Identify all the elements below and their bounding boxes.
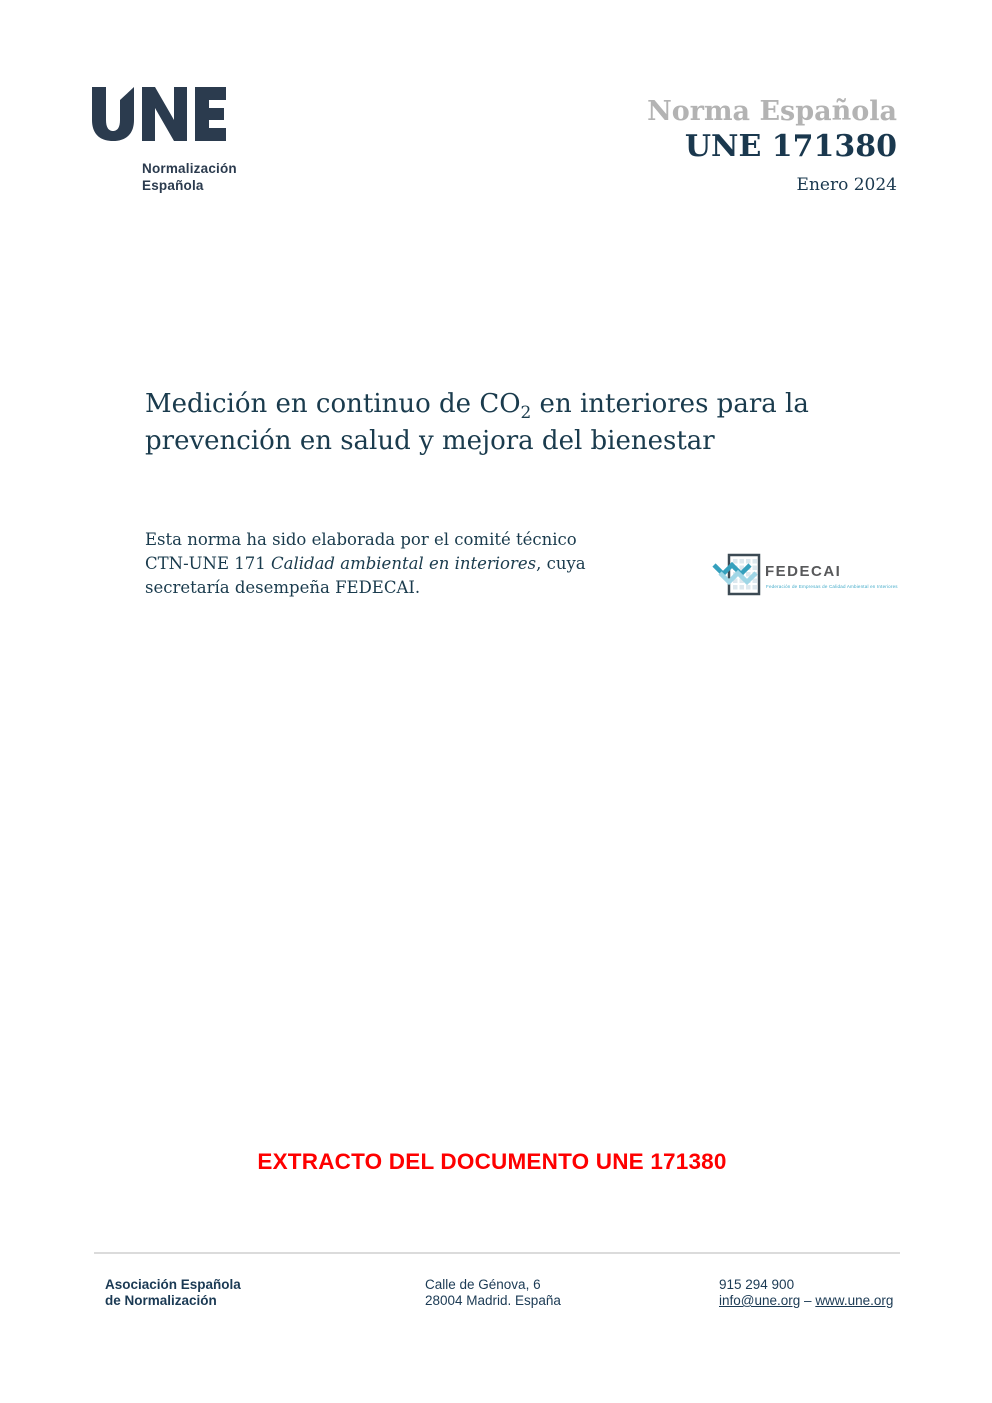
fedecai-name: FEDECAI [765,563,842,580]
footer-links-separator: – [804,1293,812,1308]
document-code: UNE 171380 [684,129,897,164]
footer-organization [105,1277,241,1309]
document-date: Enero 2024 [796,175,897,195]
fedecai-tagline: Federación de Empresas de Calidad Ambiental en Interiores [766,584,898,589]
une-logo-subtitle [142,160,237,194]
footer-links [719,1293,893,1309]
footer-address-line2: 28004 Madrid. España [425,1293,561,1308]
document-title-line2: prevención en salud y mejora del bienestar [145,426,715,456]
committee-paragraph-line1: Esta norma ha sido elaborada por el comité técnico [145,530,577,549]
footer-contact [719,1277,893,1309]
fedecai-building-waves-icon [712,552,762,598]
footer-org-line2: de Normalización [105,1293,217,1308]
footer-divider [94,1252,900,1254]
une-logo-icon [92,86,226,142]
document-header [647,97,897,195]
committee-name-italic: Calidad ambiental en interiores [271,554,537,573]
email-link[interactable]: info@une.org [719,1293,801,1308]
une-logo [92,86,226,142]
footer-address-line1: Calle de Génova, 6 [425,1277,541,1292]
document-title [145,386,825,460]
extract-notice: EXTRACTO DEL DOCUMENTO UNE 171380 [257,1149,727,1174]
footer-org-line1: Asociación Española [105,1277,241,1292]
une-logo-subtitle-line1: Normalización [142,161,237,176]
co2-subscript: 2 [520,402,532,423]
website-link[interactable]: www.une.org [815,1293,894,1308]
fedecai-logo [712,550,898,602]
footer-phone: 915 294 900 [719,1277,795,1292]
footer-address [425,1277,561,1309]
document-title-line1: Medición en continuo de $CO_2$ en interiores para la [145,389,809,423]
committee-paragraph-line3: secretaría desempeña FEDECAI. [145,578,421,597]
committee-paragraph [145,528,625,600]
committee-paragraph-line2: CTN-UNE 171 Calidad ambiental en interiores, cuya [145,554,586,573]
une-logo-subtitle-line2: Española [142,178,204,193]
document-type: Norma Española [647,96,897,127]
